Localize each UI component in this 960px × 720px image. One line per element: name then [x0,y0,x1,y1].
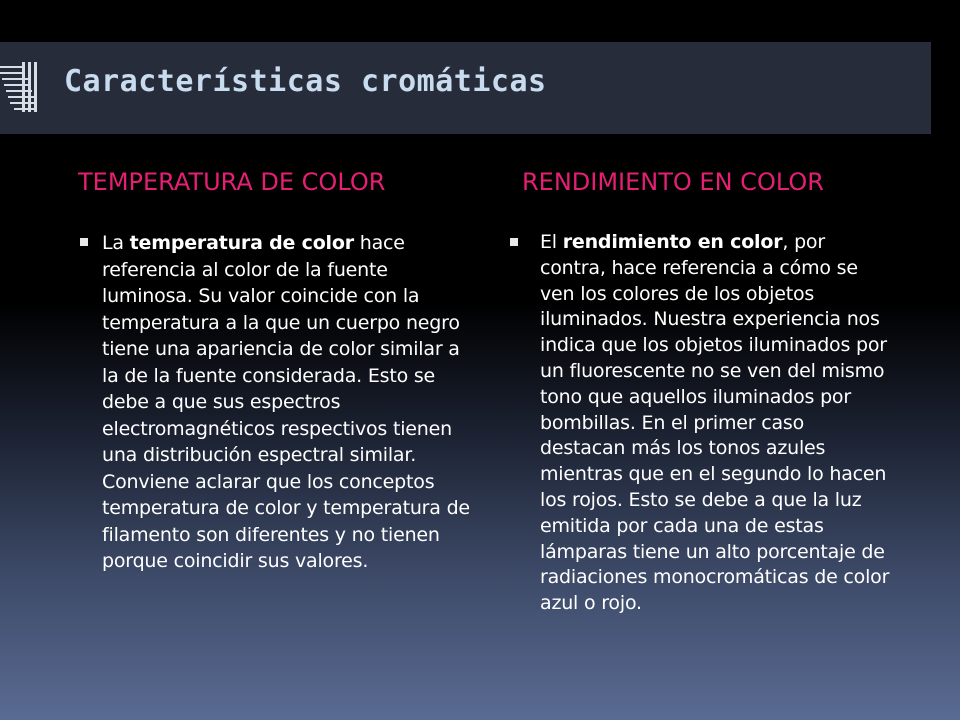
square-bullet-icon [80,238,88,246]
column-header-rendering: RENDIMIENTO EN COLOR [522,168,824,196]
title-bar [0,42,931,134]
column-header-temperature: TEMPERATURA DE COLOR [78,168,386,196]
para-text-after: hace referencia al color de la fuente luminosa. Su valor coincide con la temperatura a la que un cuerpo negro tiene una apariencia de color similar a la de la fuente considerada. Esto se debe a que sus espectros electromagnéticos respectivos tienen una distribución espectral similar. Conviene aclarar que los conceptos temperatura de color y temperatura de filamento son diferentes y no tienen porque coincidir sus valores. [102,232,470,572]
paragraph-rendering [510,230,895,617]
column-body-rendering [510,230,895,617]
slide-title: Características cromáticas [64,64,547,99]
para-text-bold: temperatura de color [129,232,354,254]
para-text-bold: rendimiento en color [562,231,783,253]
square-bullet-icon [510,238,518,246]
para-text-before: La [102,232,130,254]
column-body-temperature [80,230,475,575]
para-text-before: El [540,231,563,253]
title-stripes-icon [0,60,40,116]
para-text-after: , por contra, hace referencia a cómo se ven los colores de los objetos iluminados. Nuestra experiencia nos indica que los objetos iluminados por un fluorescente no se ven del mismo tono que aquellos iluminados por bombillas. En el primer caso destacan más los tonos azules mientras que en el segundo lo hacen los rojos. Esto se debe a que la luz emitida por cada una de estas lámparas tiene un alto porcentaje de radiaciones monocromáticas de color azul o rojo. [540,231,890,615]
paragraph-temperature [80,230,475,575]
